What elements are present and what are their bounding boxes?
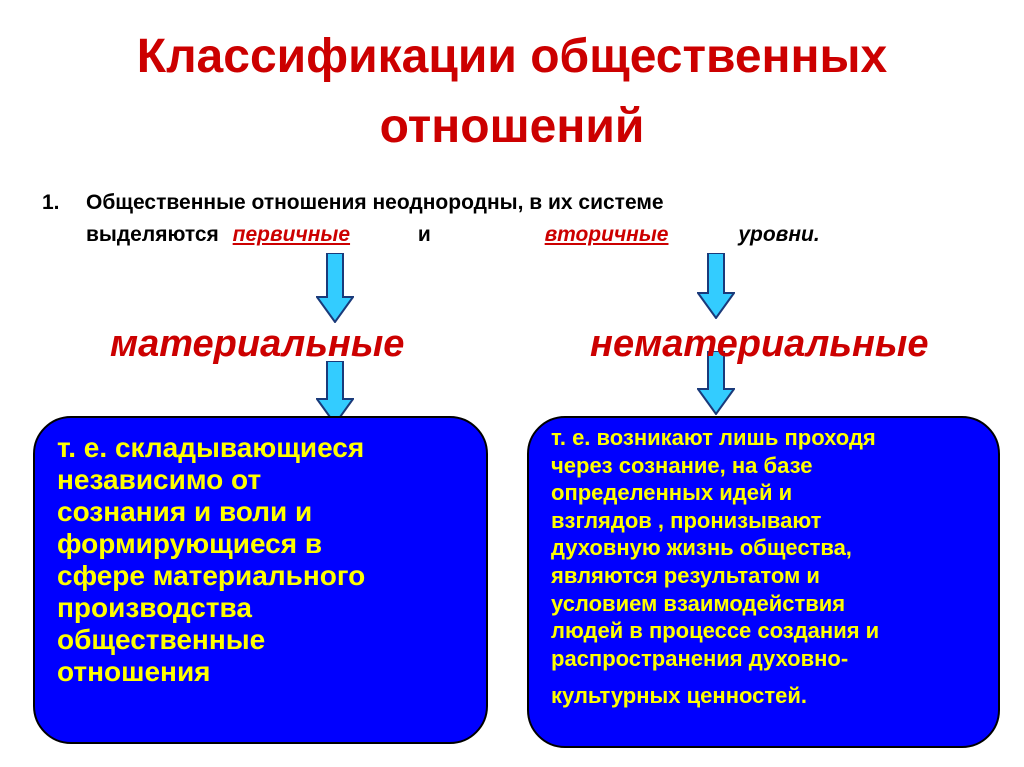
box-line: духовную жизнь общества,: [551, 535, 852, 561]
title-line-2: отношений: [379, 100, 645, 153]
arrow-down-icon: [316, 253, 354, 323]
box-line-last: культурных ценностей.: [551, 683, 808, 709]
box-line: сфере материального: [57, 560, 366, 591]
keyword-primary: первичные: [232, 223, 351, 246]
point-line-1: Общественные отношения неоднородны, в их системе: [86, 191, 664, 214]
point-suffix: уровни.: [738, 223, 820, 246]
box-line: производства: [57, 592, 252, 623]
box-line: общественные: [57, 624, 266, 655]
box-line: условием взаимодействия: [551, 590, 846, 616]
arrow-down-icon: [697, 253, 735, 319]
box-line: являются результатом и: [551, 562, 820, 588]
box-line: через сознание, на базе: [551, 452, 813, 478]
nonmaterial-description-box: [527, 416, 1000, 748]
box-line: сознания и воли и: [57, 496, 313, 527]
point-line-2-prefix: выделяются: [86, 223, 219, 246]
conjunction: и: [417, 223, 431, 246]
keyword-secondary: вторичные: [544, 223, 669, 246]
box-line: т. е. возникают лишь проходя: [551, 425, 876, 450]
category-material: материальные: [110, 323, 405, 365]
box-line: независимо от: [57, 464, 262, 495]
box-line: распространения духовно-: [551, 645, 849, 671]
point-line-2: [86, 219, 820, 251]
point-number: 1.: [42, 191, 60, 214]
box-line: определенных идей и: [551, 480, 793, 506]
box-line: отношения: [57, 656, 211, 687]
box-line: формирующиеся в: [57, 528, 323, 559]
material-description-box: [33, 416, 488, 744]
category-nonmaterial: нематериальные: [590, 323, 929, 365]
box-line: взглядов , пронизывают: [551, 507, 822, 533]
box-line: людей в процессе создания и: [551, 618, 880, 644]
box-line: т. е. складывающиеся: [57, 432, 365, 463]
title-line-1: Классификации общественных: [136, 30, 888, 83]
page-title: [0, 22, 1024, 162]
